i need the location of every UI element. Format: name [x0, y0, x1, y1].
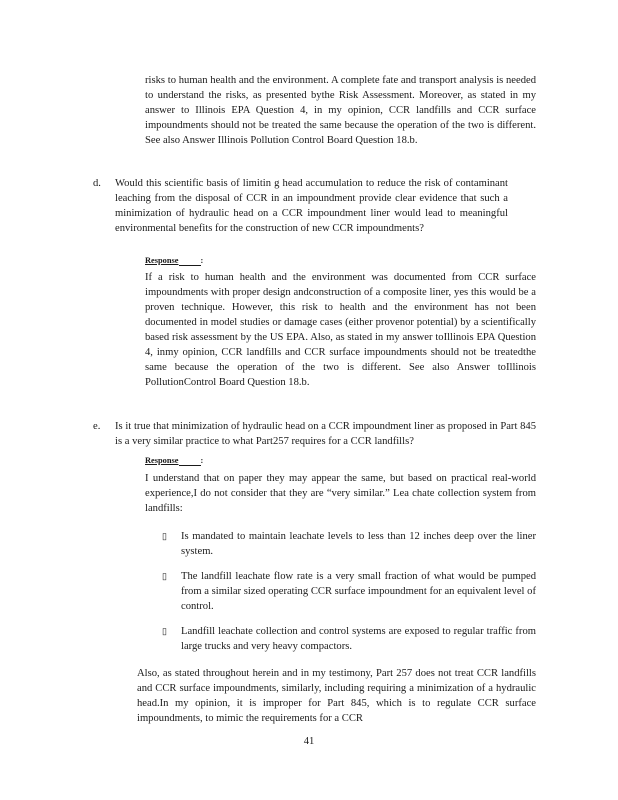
bullet-text: The landfill leachate flow rate is a very small fraction of what would be pumped from a similar sized operating CCR surface impoundment for an equivalent level of control.	[181, 571, 536, 612]
question-letter: e.	[93, 421, 101, 432]
question-text: Would this scientific basis of limitin g head accumulation to reduce the risk of contaminant leaching from the disposal of CCR in an impoundment provide clear evidence that such a minimization of hydraulic head on a CCR impoundment liner would lead to meaningful environmental benefits for the construction of new CCR impoundments?	[115, 178, 508, 234]
closing-paragraph: Also, as stated throughout herein and in my testimony, Part 257 does not treat CCR landfills and CCR surface impoundments, similarly, including requiring a minimization of a hydraulic head.In my opinion, it is improper for Part 845, which is to regulate CCR surface impoundments, to mimic the requirements for a CCR	[137, 668, 536, 724]
bullet-mark-icon: ▯	[162, 571, 167, 581]
response-label-d: Response :	[145, 256, 204, 265]
page-number: 41	[303, 736, 315, 747]
question-text: Is it true that minimization of hydraulic head on a CCR impoundment liner as proposed in Part 845 is a very similar practice to what Part257 requires for a CCR landfills?	[115, 421, 536, 447]
bullet-text: Landfill leachate collection and control systems are exposed to regular traffic from large trucks and very heavy compactors.	[181, 626, 536, 652]
bullet-mark-icon: ▯	[162, 626, 167, 636]
response-d-text: If a risk to human health and the environment was documented from CCR surface impoundments with proper design andconstruction of a composite liner, yes this would be a proven technique. However, this risk to health and the environment has not been documented in model studies or damage cases (either provenor potential) by a scientifically based risk assessment by the US EPA. Also, as stated in my answer toIllinois EPA Question 4, inmy opinion, CCR landfills and CCR surface impoundments should not be treatedthe same because the operation of the two is different. See also Answer toIllinois PollutionControl Board Question 18.b.	[145, 272, 536, 388]
response-label-e: Response :	[145, 456, 204, 465]
underline-gap	[179, 257, 201, 266]
question-letter: d.	[93, 178, 101, 189]
bullet-mark-icon: ▯	[162, 531, 167, 541]
underline-gap	[179, 457, 201, 466]
intro-paragraph: risks to human health and the environment. A complete fate and transport analysis is needed to understand the risks, as presented bythe Risk Assessment. Moreover, as stated in my answer to Illinois EPA Question 4, in my opinion, CCR landfills and CCR surface impoundments should not be treated the same because the operation of the two is different. See also Answer Illinois Pollution Control Board Question 18.b.	[145, 75, 536, 146]
response-e-text: I understand that on paper they may appear the same, but based on practical real-world experience,I do not consider that they are “very similar.” Lea chate collection system from landfills:	[145, 473, 536, 514]
bullet-text: Is mandated to maintain leachate levels to less than 12 inches deep over the liner system.	[181, 531, 536, 557]
